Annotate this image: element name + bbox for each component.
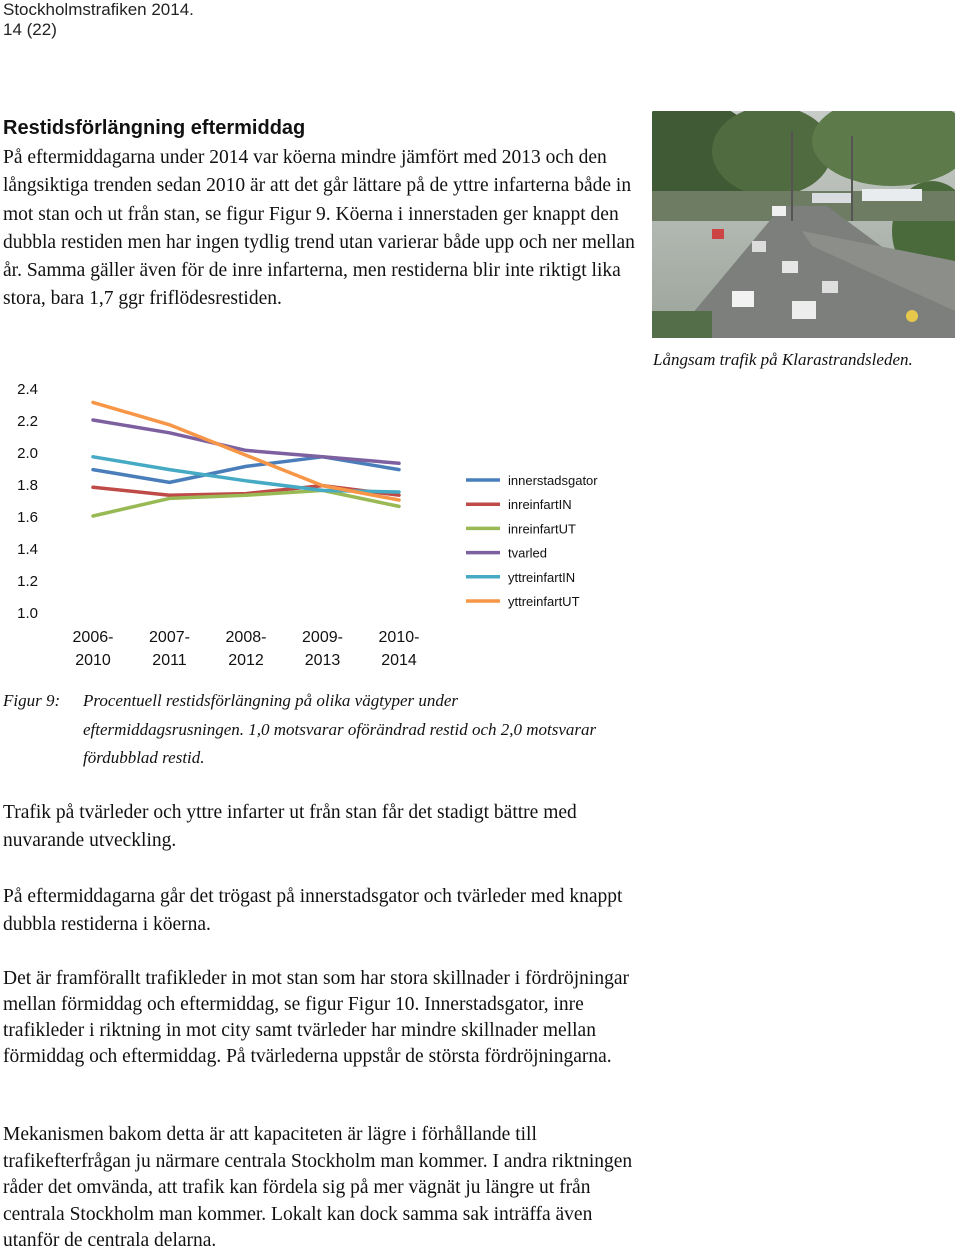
- x-tick-label: 2011: [152, 652, 187, 669]
- section-heading: Restidsförlängning eftermiddag: [3, 117, 306, 139]
- x-tick-label: 2006-: [72, 629, 114, 646]
- x-tick-label: 2012: [228, 652, 264, 669]
- body-paragraph-1: Trafik på tvärleder och yttre infarter ut från stan får det stadigt bättre med nuvarande utveckling.: [3, 802, 577, 851]
- x-tick-label: 2009-: [302, 629, 343, 646]
- legend-label: inreinfartUT: [508, 521, 576, 537]
- y-tick-label: 1.6: [17, 509, 38, 526]
- body-paragraph-4: Mekanismen bakom detta är att kapaciteten är lägre i förhållande till trafikefterfrågan ju närmare centrala Stockholm man kommer. I andra riktningen råder det omvända, att trafik kan fördela sig på mer vägnät ju längre ut från centrala Stockholm man kommer. Lokalt kan dock samma sak inträffa även utanför de centrala delarna.: [3, 1124, 633, 1251]
- page-number: 14 (22): [3, 20, 57, 39]
- x-tick-label: 2014: [381, 652, 417, 669]
- y-tick-label: 2.0: [17, 445, 38, 462]
- y-tick-label: 1.4: [17, 541, 38, 558]
- legend-label: yttreinfartIN: [508, 569, 576, 585]
- y-tick-label: 2.2: [17, 413, 38, 430]
- line-chart: [0, 360, 640, 680]
- legend-label: tvarled: [508, 545, 548, 561]
- x-tick-label: 2013: [304, 652, 341, 669]
- x-tick-label: 2010-: [378, 629, 420, 646]
- legend-label: innerstadsgator: [508, 473, 598, 488]
- y-tick-label: 1.0: [17, 605, 38, 622]
- figure-caption: Procentuell restidsförlängning på olika vägtyper under eftermiddagsrusningen. 1,0 motsvarar oförändrad restid och 2,0 motsvarar fördubblad restid.: [83, 691, 597, 767]
- y-tick-label: 2.4: [17, 381, 38, 398]
- legend-label: inreinfartIN: [508, 497, 572, 513]
- chart-series: [93, 402, 399, 516]
- body-paragraph-3: Det är framförallt trafikleder in mot stan som har stora skillnader i fördröjningar mellan förmiddag och eftermiddag, se figur Figur 10. Innerstadsgator, inre trafikleder i riktning in mot city samt tvärleder har mindre skillnader mellan förmiddag och eftermiddag. På tvärlederna uppstår de största fördröjningarna.: [3, 968, 629, 1067]
- body-paragraph-2: På eftermiddagarna går det trögast på innerstadsgator och tvärleder med knappt dubbla restiderna i köerna.: [3, 886, 623, 935]
- x-tick-label: 2007-: [149, 629, 190, 646]
- series-line-inreinfartUT: [93, 490, 399, 516]
- photo-caption: Långsam trafik på Klarastrandsleden.: [653, 350, 913, 369]
- y-axis: [17, 381, 38, 622]
- chart-legend: [466, 473, 598, 609]
- x-tick-label: 2008-: [225, 629, 267, 646]
- y-tick-label: 1.2: [17, 573, 38, 590]
- x-axis: [73, 629, 420, 669]
- traffic-photo: [652, 111, 955, 338]
- legend-label: yttreinfartUT: [508, 594, 580, 609]
- figure-label: Figur 9:: [3, 691, 61, 710]
- intro-paragraph: På eftermiddagarna under 2014 var köerna mindre jämfört med 2013 och den långsiktiga trenden sedan 2010 är att det går lättare på de yttre infarterna både in mot stan och ut från stan, se figur Figur 9. Köerna i innerstaden ger knappt den dubbla restiden men har ingen tydlig trend utan varierar både upp och ner mellan år. Samma gäller även för de inre infarterna, men restiderna blir inte riktigt lika stora, bara 1,7 ggr friflödesrestiden.: [3, 147, 635, 310]
- document-header-title: Stockholmstrafiken 2014.: [3, 0, 194, 19]
- x-tick-label: 2010: [75, 652, 111, 669]
- y-tick-label: 1.8: [17, 477, 38, 494]
